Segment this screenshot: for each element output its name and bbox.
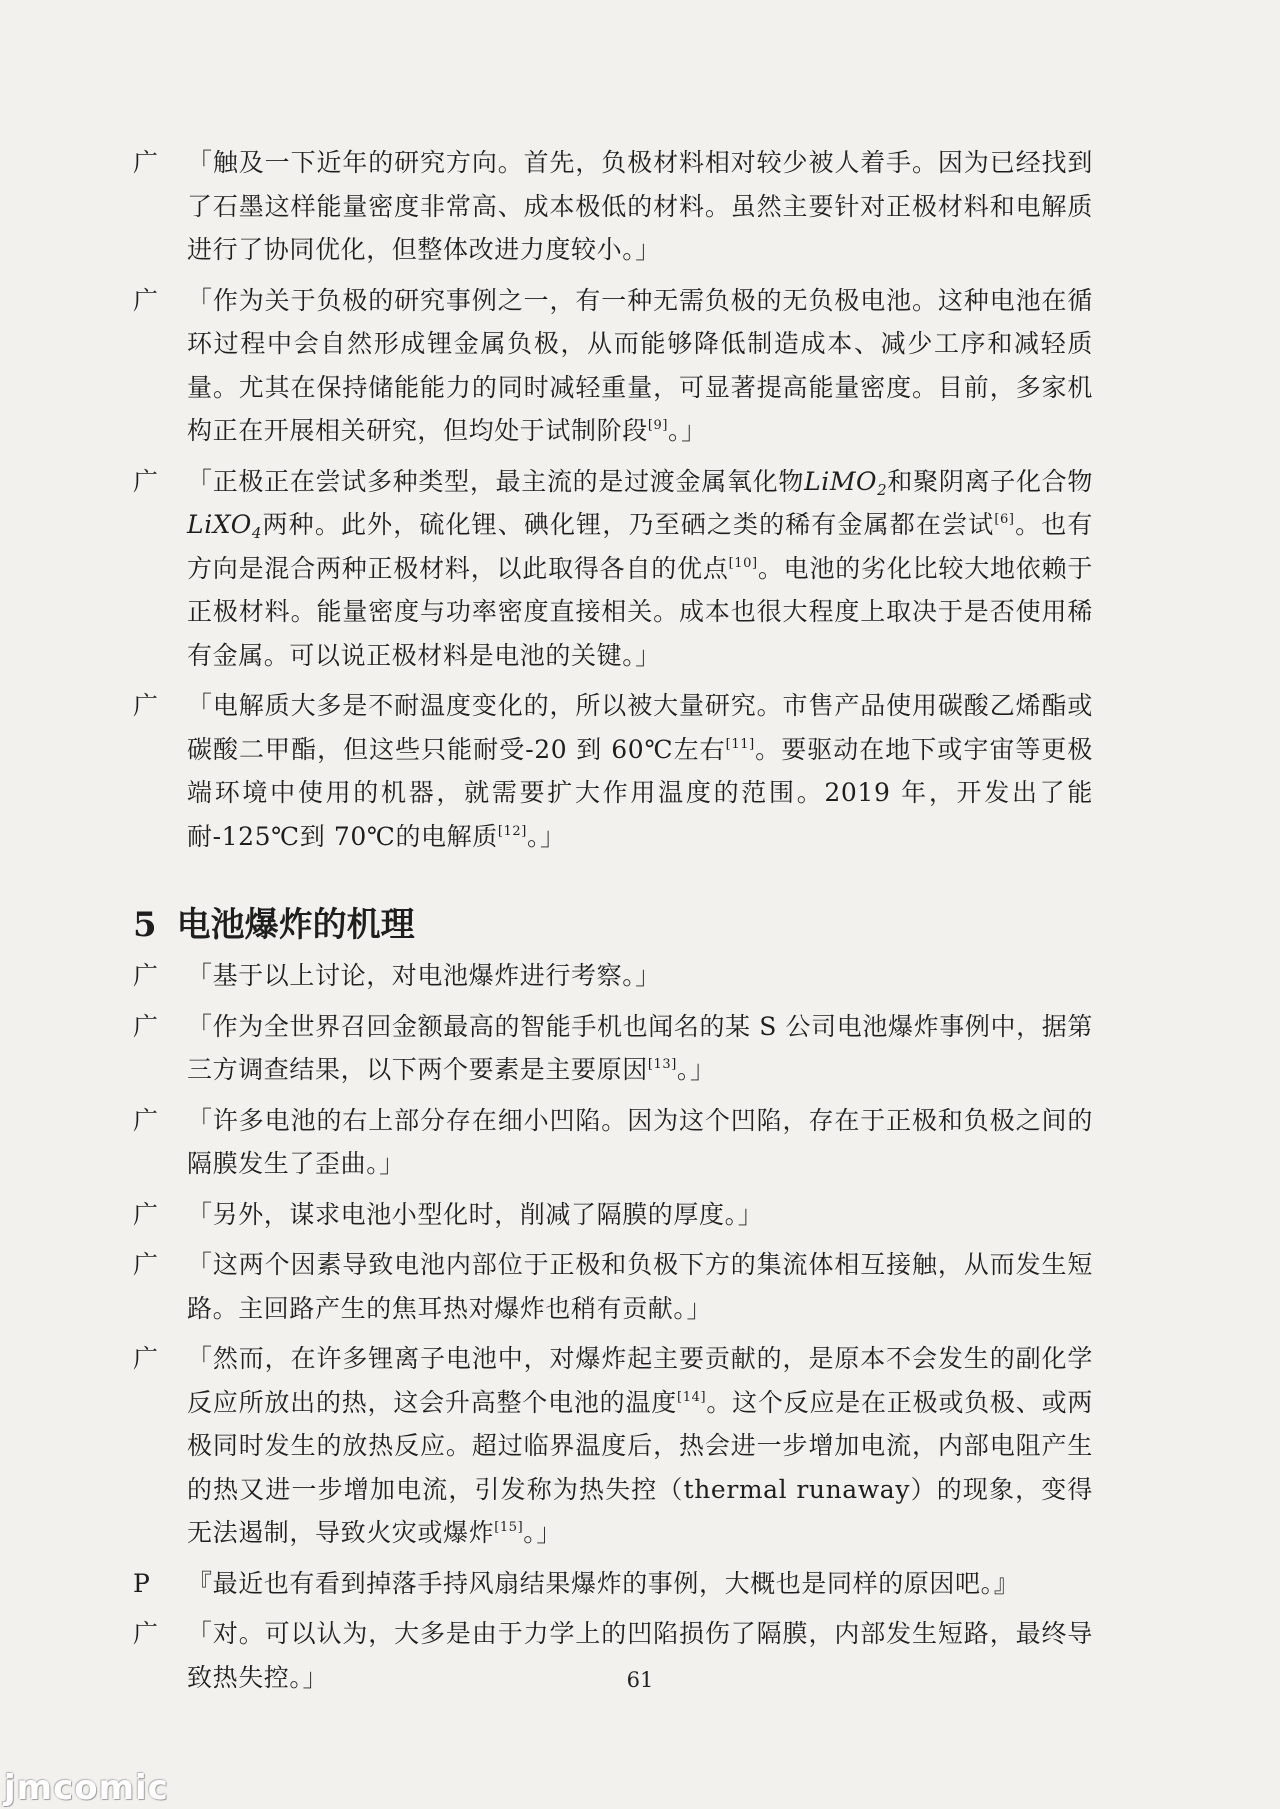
formula-subscript: 4 xyxy=(251,524,263,542)
speaker-label: 广 xyxy=(133,285,159,315)
dialogue-text xyxy=(187,1005,1093,1092)
text-segment: 。要驱动在地下或宇宙等更极端环境中使用的机器，就需要扩大作用温度的范围。2019 年，开发出了能耐-125℃到 70℃的电解质 xyxy=(187,734,1093,851)
dialogue-text: 『最近也有看到掉落手持风扇结果爆炸的事例，大概也是同样的原因吧。』 xyxy=(187,1568,1020,1598)
text-segment: 。这个反应是在正极或负极、或两极同时发生的放热反应。超过临界温度后，热会进一步增加电流，内部电阻产生的热又进一步增加电流，引发称为热失控（thermal runaway）的现象，变得无法遏制，导致火灾或爆炸 xyxy=(187,1387,1093,1547)
speaker-label: 广 xyxy=(133,1619,159,1648)
speaker-label: 广 xyxy=(133,466,159,496)
dialogue-text xyxy=(187,1337,1093,1555)
formula-base: LiMO xyxy=(804,466,878,496)
speaker-label: P xyxy=(133,1568,150,1598)
dialogue-text xyxy=(187,684,1093,858)
citation-ref: [6] xyxy=(994,512,1015,527)
watermark: jmcomic xyxy=(4,1768,169,1808)
speaker-label: 广 xyxy=(133,1344,159,1373)
section-title: 电池爆炸的机理 xyxy=(176,905,415,945)
text-segment: 「作为关于负极的研究事例之一，有一种无需负极的无负极电池。这种电池在循环过程中会自然形成锂金属负极，从而能够降低制造成本、减少工序和减轻质量。尤其在保持储能能力的同时减轻重量，可显著提高能量密度。目前，多家机构正在开展相关研究，但均处于试制阶段 xyxy=(187,285,1093,445)
section-number: 5 xyxy=(133,905,157,945)
formula-subscript: 2 xyxy=(877,480,888,499)
speaker-label: 广 xyxy=(133,1105,159,1135)
citation-ref: [14] xyxy=(677,1389,707,1405)
speaker-label: 广 xyxy=(133,1011,159,1041)
dialogue-line xyxy=(133,1562,1093,1606)
citation-ref: [11] xyxy=(725,736,755,752)
text-segment: 。也有方向是混合两种正极材料，以此取得各自的优点 xyxy=(187,510,1093,583)
dialogue-line xyxy=(133,1337,1093,1555)
text-segment: 「正极正在尝试多种类型，最主流的是过渡金属氧化物 xyxy=(187,466,805,496)
dialogue-text: 「触及一下近年的研究方向。首先，负极材料相对较少被人着手。因为已经找到了石墨这样能量密度非常高、成本极低的材料。虽然主要针对正极材料和电解质进行了协同优化，但整体改进力度较小。」 xyxy=(187,148,1093,264)
speaker-label: 广 xyxy=(133,1199,159,1229)
dialogue-line xyxy=(133,141,1093,272)
dialogue-line xyxy=(133,1099,1093,1186)
dialogue-line xyxy=(133,684,1093,858)
dialogue-text: 「基于以上讨论，对电池爆炸进行考察。」 xyxy=(187,961,661,990)
citation-ref: [13] xyxy=(647,1057,677,1072)
text-segment: 「作为全世界召回金额最高的智能手机也闻名的某 S 公司电池爆炸事例中，据第三方调查结果，以下两个要素是主要原因 xyxy=(187,1011,1093,1084)
dialogue-text: 「对。可以认为，大多是由于力学上的凹陷损伤了隔膜，内部发生短路，最终导致热失控。」 xyxy=(187,1619,1093,1692)
speaker-label: 广 xyxy=(133,691,159,720)
text-segment: 。」 xyxy=(526,821,566,851)
dialogue-line xyxy=(133,1243,1093,1330)
chemical-formula xyxy=(187,510,263,542)
page-number: 61 xyxy=(626,1668,654,1692)
dialogue-line xyxy=(133,1005,1093,1092)
dialogue-text xyxy=(187,279,1093,453)
text-segment: 。」 xyxy=(523,1518,562,1547)
section-heading xyxy=(133,900,1093,950)
text-segment: 。电池的劣化比较大地依赖于正极材料。能量密度与功率密度直接相关。成本也很大程度上取决于是否使用稀有金属。可以说正极材料是电池的关键。」 xyxy=(187,553,1093,670)
dialogue-line xyxy=(133,460,1093,678)
text-segment: 两种。此外，硫化锂、碘化锂，乃至硒之类的稀有金属都在尝试 xyxy=(262,510,995,539)
speaker-label: 广 xyxy=(133,148,159,177)
dialogue-text: 「许多电池的右上部分存在细小凹陷。因为这个凹陷，存在于正极和负极之间的隔膜发生了歪曲。」 xyxy=(187,1105,1093,1178)
page-text xyxy=(133,141,1093,1706)
dialogue-text xyxy=(187,460,1093,678)
speaker-label: 广 xyxy=(133,1250,159,1279)
citation-ref: [9] xyxy=(647,418,669,433)
citation-ref: [10] xyxy=(728,555,758,571)
text-segment: 「电解质大多是不耐温度变化的，所以被大量研究。市售产品使用碳酸乙烯酯或碳酸二甲酯，但这些只能耐受-20 到 60℃左右 xyxy=(187,691,1093,764)
speaker-label: 广 xyxy=(133,961,159,990)
citation-ref: [15] xyxy=(494,1520,524,1535)
dialogue-text: 「另外，谋求电池小型化时，削减了隔膜的厚度。」 xyxy=(187,1199,764,1229)
dialogue-text: 「这两个因素导致电池内部位于正极和负极下方的集流体相互接触，从而发生短路。主回路产生的焦耳热对爆炸也稍有贡献。」 xyxy=(187,1250,1093,1323)
formula-base: LiXO xyxy=(187,510,252,539)
text-segment: 「然而，在许多锂离子电池中，对爆炸起主要贡献的，是原本不会发生的副化学反应所放出的热，这会升高整个电池的温度 xyxy=(187,1344,1093,1417)
citation-ref: [12] xyxy=(497,823,527,839)
dialogue-line xyxy=(133,279,1093,453)
text-segment: 和聚阴离子化合物 xyxy=(887,466,1093,496)
dialogue-line xyxy=(133,954,1093,998)
chemical-formula xyxy=(804,466,888,499)
text-segment: 。」 xyxy=(668,416,707,445)
text-segment: 。」 xyxy=(676,1055,716,1084)
dialogue-line xyxy=(133,1193,1093,1237)
